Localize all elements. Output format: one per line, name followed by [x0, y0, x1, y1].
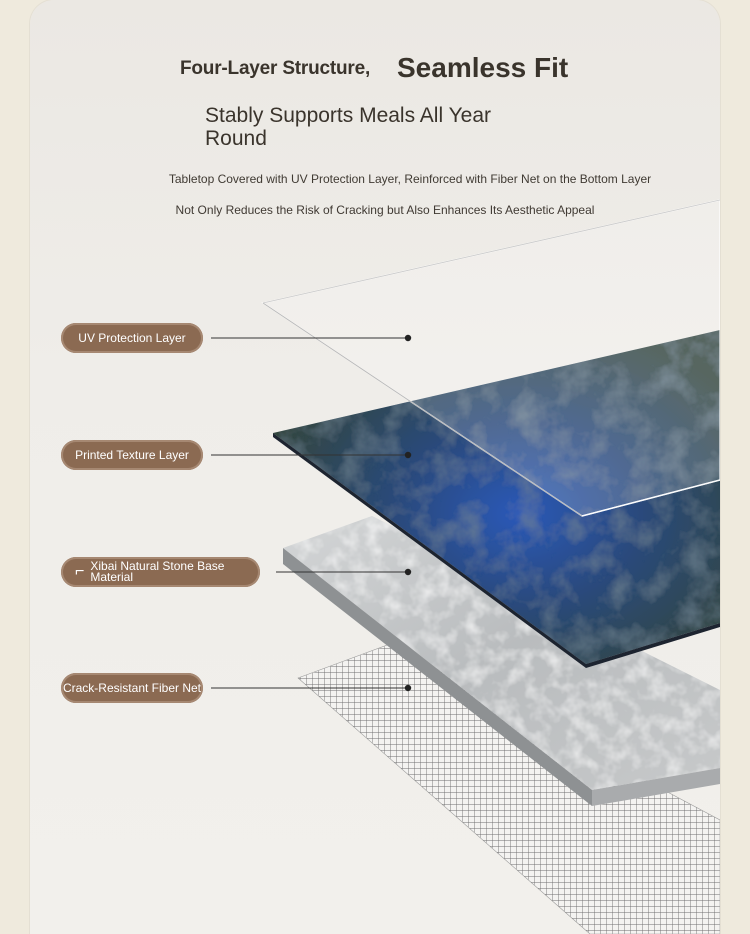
stone-marker	[405, 569, 411, 575]
label-fiber-net-text: Crack-Resistant Fiber Net	[62, 681, 202, 695]
uv-marker	[405, 335, 411, 341]
description-line-1: Tabletop Covered with UV Protection Layer, Reinforced with Fiber Net on the Bottom Layer	[168, 172, 652, 186]
label-printed-texture	[61, 440, 203, 470]
subtitle: Stably Supports Meals All Year Round	[205, 104, 492, 150]
label-stone-base	[61, 557, 260, 587]
label-stone-base-text: Xibai Natural Stone Base Material	[90, 559, 225, 584]
description-line-2: Not Only Reduces the Risk of Cracking but Also Enhances Its Aesthetic Appeal	[175, 203, 595, 217]
label-uv-protection	[61, 323, 203, 353]
label-fiber-net	[61, 673, 203, 703]
label-printed-texture-text: Printed Texture Layer	[75, 448, 189, 462]
texture-marker	[405, 452, 411, 458]
label-uv-protection-text: UV Protection Layer	[78, 331, 186, 345]
heading-part-1: Four-Layer Structure,	[180, 58, 371, 79]
net-marker	[405, 685, 411, 691]
bracket-icon: ⌐	[75, 563, 85, 580]
heading-part-2: Seamless Fit	[397, 52, 569, 83]
